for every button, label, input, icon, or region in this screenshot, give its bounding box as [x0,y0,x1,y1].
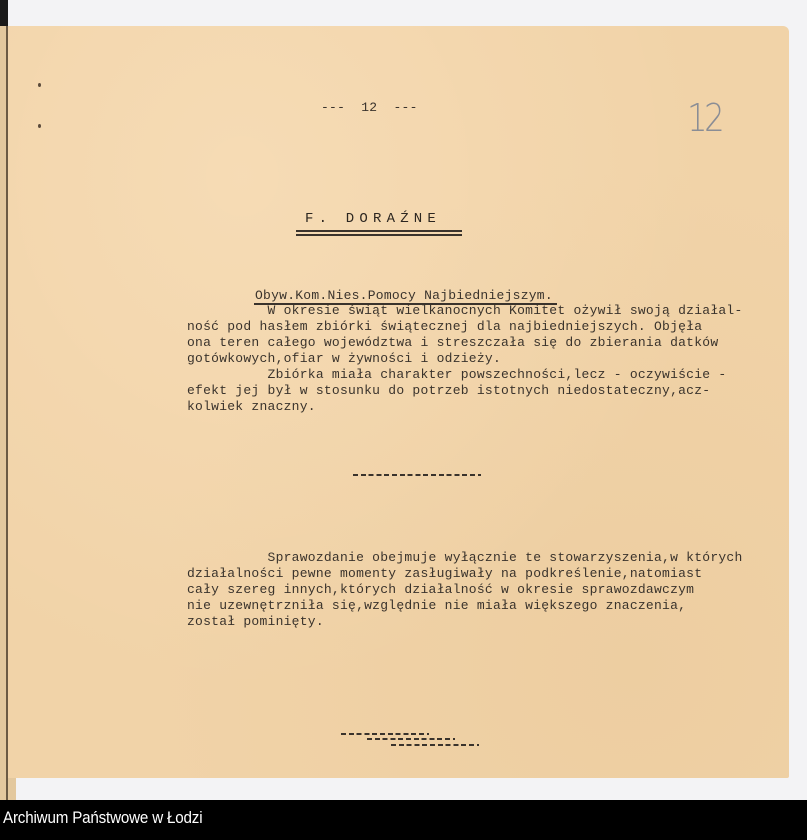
archive-name: Archiwum Państwowe w Łodzi [3,809,203,827]
scan-corner-shadow [0,0,8,26]
paragraph-line: kolwiek znaczny. [187,399,316,414]
page-number: --- 12 --- [321,100,418,115]
punch-hole-mark [38,83,41,87]
title-underline [296,230,462,232]
paragraph-line: gotówkowych,ofiar w żywności i odzieży. [187,351,501,366]
document-page [8,26,789,778]
end-separator [367,738,455,740]
paragraph-line: nie uzewnętrzniła się,względnie nie miała większego znaczenia, [187,598,687,613]
paragraph-line: Zbiórka miała charakter powszechności,lecz - oczywiście - [187,367,727,382]
section-separator [353,474,481,476]
title-underline [296,234,462,236]
punch-hole-mark [38,124,41,128]
paragraph-line: ność pod hasłem zbiórki świątecznej dla najbiedniejszych. Objęła [187,319,703,334]
paragraph-line: W okresie świąt wielkanocnych Komitet ożywił swoją działal- [187,303,743,318]
section-title: F. DORAŹNE [305,211,442,227]
end-separator [391,744,479,746]
paragraph-line: Sprawozdanie obejmuje wyłącznie te stowarzyszenia,w których [187,550,743,565]
paragraph-line: cały szereg innych,których działalność w okresie sprawozdawczym [187,582,695,597]
end-separator [341,733,429,735]
paragraph-line: ona teren całego województwa i streszczała się do zbierania datków [187,335,719,350]
handwritten-page-number: 12 [687,96,722,140]
organization-heading: Obyw.Kom.Nies.Pomocy Najbiedniejszym. [255,288,553,303]
paragraph-line: działalności pewne momenty zasługiwały na podkreślenie,natomiast [187,566,703,581]
paragraph-line: efekt jej był w stosunku do potrzeb istotnych niedostateczny,acz- [187,383,711,398]
paragraph-line: został pominięty. [187,614,324,629]
